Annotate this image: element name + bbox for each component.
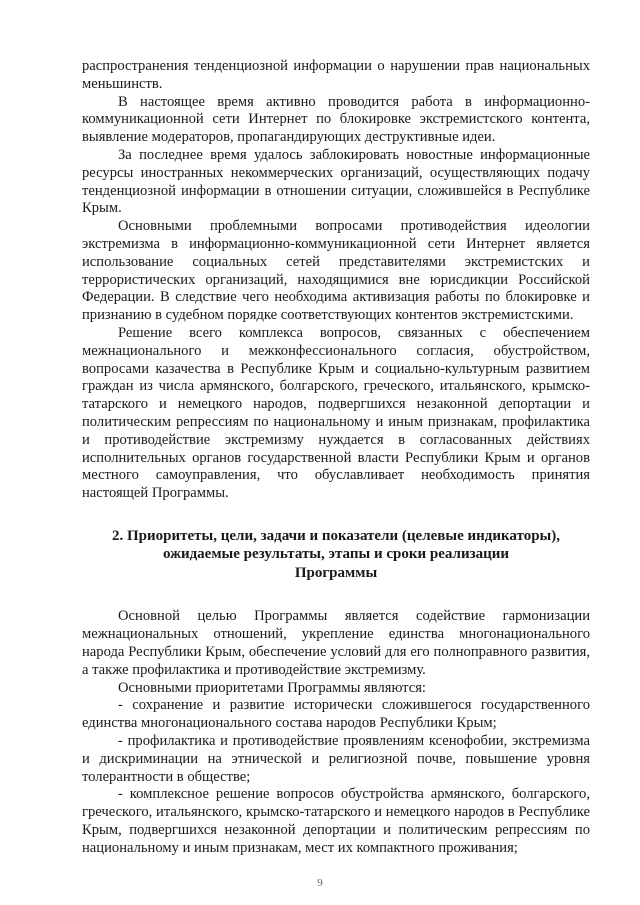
paragraph-blocked-resources: За последнее время удалось заблокировать новостные информационные ресурсы иностранных некоммерческих организаций, осуществляющих подачу тенденциозной информации в отношении ситуации, сложившейся в Республике Крым. (82, 146, 590, 217)
paragraph-priorities-intro: Основными приоритетами Программы являются: (118, 679, 426, 696)
paragraph-solution: Решение всего комплекса вопросов, связанных с обеспечением межнационального и межконфессионального согласия, обустройством, вопросами казачества в Республике Крым и социально-культурным развитием граждан из числа армянского, болгарского, греческого, итальянского, крымско-татарского и немецкого народов, подвергшихся незаконной депортации и политическим репрессиям по национальному и иным признакам, профилактика и противодействие экстремизму нуждается в согласованных действиях исполнительных органов государственной власти Республики Крым и органов местного самоуправления, что обуславливает необходимость принятия настоящей Программы. (82, 324, 590, 502)
paragraph-continuation: распространения тенденциозной информации о нарушении прав национальных меньшинств. (82, 58, 590, 92)
page-number: 9 (317, 877, 323, 889)
priority-item: - профилактика и противодействие проявлениям ксенофобии, экстремизма и дискриминации на этнической и религиозной почве, повышение уровня толерантности в обществе; (82, 733, 590, 785)
paragraph-problem-issues: Основными проблемными вопросами противодействия идеологии экстремизма в информационно-коммуникационной сети Интернет является использование социальных сетей представителями экстремистских и террористических организаций, находящимися вне юрисдикции Российской Федерации. В следствие чего необходима активизация работы по блокировке и признанию в судебном порядке соответствующих контентов экстремистскими. (82, 218, 590, 324)
section-heading (82, 527, 590, 583)
priority-item: - комплексное решение вопросов обустройства армянского, болгарского, греческого, итальянского, крымско-татарского и немецкого народов в Республике Крым, подвергшихся незаконной депортации и политическим репрессиям по национальному и иным признакам, мест их компактного проживания; (82, 786, 590, 856)
paragraph-main-goal: Основной целью Программы является содействие гармонизации межнациональных отношений, укрепление единства многонационального народа Республики Крым, обеспечение условий для его полноправного развития, а также профилактика и противодействие экстремизму. (82, 608, 590, 678)
section-heading-line-1: 2. Приоритеты, цели, задачи и показатели (целевые индикаторы), (112, 527, 560, 544)
paragraph-blocking-work: В настоящее время активно проводится работа в информационно-коммуникационной сети Интернет по блокировке экстремистского контента, выявление модераторов, пропагандирующих деструктивные идеи. (82, 93, 590, 146)
section-heading-line-2: ожидаемые результаты, этапы и сроки реализации (162, 546, 510, 563)
document-body (82, 58, 590, 858)
priority-item: - сохранение и развитие исторически сложившегося государственного единства многонационального состава народов Республики Крым; (82, 697, 590, 732)
section-heading-line-3: Программы (294, 564, 378, 581)
